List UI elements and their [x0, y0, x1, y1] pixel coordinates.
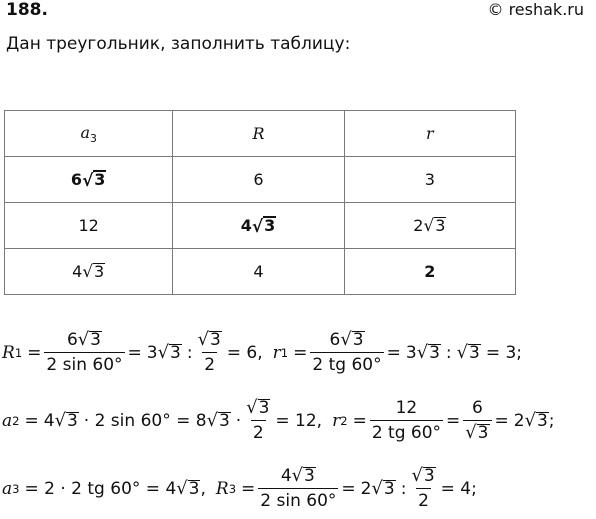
fraction: 6 √ 3 2 sin 60° — [46, 329, 123, 376]
cell-a3-row3: 4 √ 3 — [5, 249, 173, 295]
header-R: R — [173, 111, 344, 157]
fraction: √ 3 2 — [197, 329, 221, 376]
cell-R-row3: 4 — [173, 249, 344, 295]
header-r: r — [344, 111, 515, 157]
table-row — [5, 249, 516, 295]
cell-a3-row1: 6 √ 3 — [5, 157, 173, 203]
cell-R-row2: 4 √ 3 — [173, 203, 344, 249]
cell-R-row1: 6 — [173, 157, 344, 203]
fraction: √ 3 2 — [411, 465, 435, 512]
cell-a3-row2: 12 — [5, 203, 173, 249]
solution-line-2: a 2 = 4 √ 3 · 2 sin 60° = 8 √ 3 · √ 3 2 = 12, r 2 = $\frac{12}{2 tg 60^\circ}$ = 6 √ 3 = 2 √ 3 ; — [2, 397, 555, 444]
solution-line-3: a 3 = 2 · 2 tg 60° = 4 √ 3 , R 3 = 4 √ 3 2 sin 60° = 2 √ 3 : √ 3 2 = 4; — [2, 465, 477, 512]
fraction: 6 √ 3 — [463, 398, 491, 443]
fraction: √ 3 2 — [246, 397, 270, 444]
site-watermark: © reshak.ru — [487, 0, 584, 19]
header-a3: $a_3$ — [5, 111, 173, 157]
cell-r-row1: 3 — [344, 157, 515, 203]
fraction: 4 √ 3 2 sin 60° — [260, 465, 337, 512]
solution-line-1: R 1 = 6 √ 3 2 sin 60° = 3 √ 3 : √ 3 2 = 6, r 1 = 6 √ 3 2 tg 60° = 3 √ 3 : √ 3 = 3; — [2, 329, 523, 376]
fraction: $\frac{12}{2 tg 60^\circ}$ — [371, 398, 442, 444]
values-table — [4, 110, 516, 295]
problem-number: 188. — [6, 0, 48, 20]
cell-r-row3: 2 — [344, 249, 515, 295]
task-text: Дан треугольник, заполнить таблицу: — [6, 34, 351, 54]
cell-r-row2: 2 √ 3 — [344, 203, 515, 249]
table-header-row — [5, 111, 516, 157]
fraction: 6 √ 3 2 tg 60° — [312, 329, 382, 376]
table-row — [5, 157, 516, 203]
table-row — [5, 203, 516, 249]
